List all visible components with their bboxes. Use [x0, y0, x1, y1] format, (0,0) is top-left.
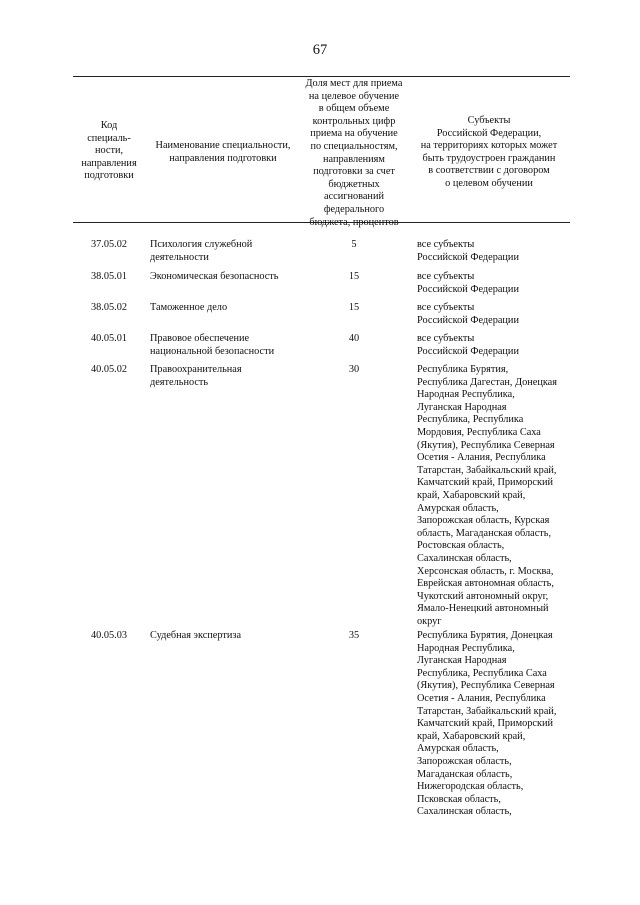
table-top-rule: [73, 76, 570, 77]
header-subjects: Субъекты Российской Федерации, на территориях которых может быть трудоустроен гражданин в соответствии с договором о целевом обучении: [420, 115, 558, 189]
row-share: 30: [348, 364, 360, 375]
row-share: 5: [351, 239, 357, 250]
row-share: 15: [348, 271, 360, 282]
row-code: 40.05.01: [90, 333, 128, 344]
row-code: 38.05.02: [90, 302, 128, 313]
header-name: Наименование специальности, направления подготовки: [155, 140, 291, 164]
header-share: Доля мест для приема на целевое обучение в общем объеме контрольных цифр приема на обучение по специальностям, направлениям подготовки за счет бюджетных ассигнований федерального бюджета, процентов: [305, 78, 403, 228]
row-name: Таможенное дело: [150, 302, 228, 313]
row-code: 37.05.02: [90, 239, 128, 250]
row-subjects: все субъекты Российской Федерации: [417, 271, 519, 295]
page-number: 67: [312, 42, 328, 58]
row-name: Экономическая безопасность: [150, 271, 279, 282]
row-share: 35: [348, 630, 360, 641]
row-name: Правовое обеспечение национальной безопасности: [150, 333, 275, 357]
row-code: 40.05.02: [90, 364, 128, 375]
row-share: 40: [348, 333, 360, 344]
row-name: Судебная экспертиза: [150, 630, 242, 641]
row-subjects: Республика Бурятия, Донецкая Народная Республика, Луганская Народная Республика, Республика Саха (Якутия), Республика Северная Осетия - Алания, Республика Татарстан, Забайкальский край, Камчатский край, Приморский край, Хабаровский край, Амурская область, Запорожская область, Магаданская область, Нижегородская область, Псковская область, Сахалинская область,: [417, 630, 557, 818]
row-subjects: все субъекты Российской Федерации: [417, 333, 519, 357]
row-code: 38.05.01: [90, 271, 128, 282]
row-subjects: Республика Бурятия, Республика Дагестан, Донецкая Народная Республика, Луганская Народная Республика, Республика Мордовия, Республика Саха (Якутия), Республика Северная Осетия - Алания, Республика Татарстан, Забайкальский край, Камчатский край, Приморский край, Хабаровский край, Амурская область, Запорожская область, Курская область, Магаданская область, Ростовская область, Сахалинская область, Херсонская область, г. Москва, Еврейская автономная область, Чукотский автономный округ, Ямало-Ненецкий автономный округ: [417, 364, 557, 627]
row-share: 15: [348, 302, 360, 313]
row-subjects: все субъекты Российской Федерации: [417, 302, 519, 326]
row-code: 40.05.03: [90, 630, 128, 641]
row-name: Психология служебной деятельности: [150, 239, 253, 263]
row-name: Правоохранительная деятельность: [150, 364, 242, 388]
header-code: Код специаль- ности, направления подготовки: [81, 120, 137, 182]
row-subjects: все субъекты Российской Федерации: [417, 239, 519, 263]
